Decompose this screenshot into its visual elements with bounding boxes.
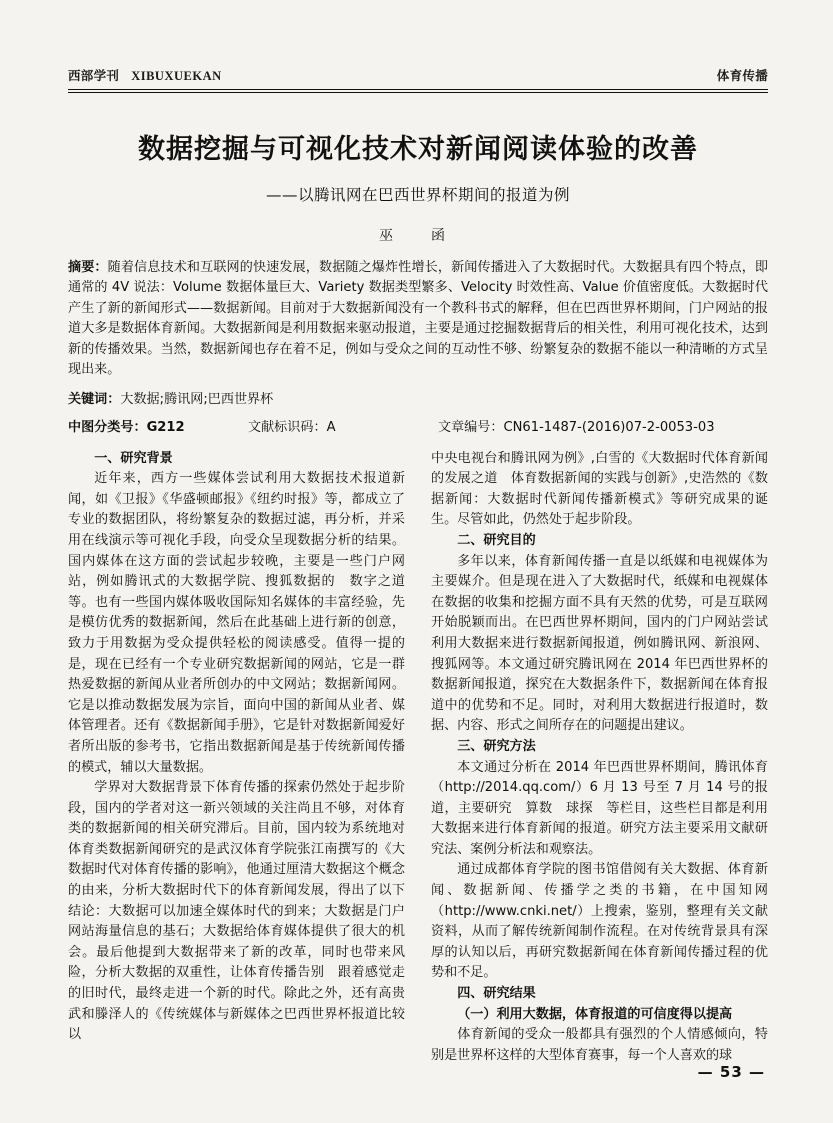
- clc-label: 中图分类号：: [68, 419, 147, 435]
- journal-name-pinyin: XIBUXUEKAN: [131, 69, 222, 83]
- column-right: [431, 449, 768, 1067]
- section-heading: 一、研究背景: [94, 450, 173, 466]
- article-id-value: CN61-1487-(2016)07-2-0053-03: [503, 419, 715, 435]
- body-paragraph: 体育新闻的受众一般都具有强烈的个人情感倾向，特别是世界杯这样的大型体育赛事，每一个人喜欢的球: [431, 1027, 768, 1063]
- abstract-text: 随着信息技术和互联网的快速发展，数据随之爆炸性增长，新闻传播进入了大数据时代。大数据具有四个特点，即通常的 4V 说法：Volume 数据体量巨大、Variety 数据类型繁多、Velocity 时效性高、Value 价值密度低。大数据时代产生了新的新闻形式——数据新闻。目前对于大数据新闻没有一个教科书式的解释，但在巴西世界杯期间，门户网站的报道大多是数据体育新闻。大数据新闻是利用数据来驱动报道，主要是通过挖掘数据背后的相关性，利用可视化技术，达到新的传播效果。当然，数据新闻也存在着不足，例如与受众之间的互动性不够、纷繁复杂的数据不能以一种清晰的方式呈现出来。: [68, 259, 769, 378]
- page-number: — 53 —: [697, 1063, 765, 1081]
- body-paragraph: 学界对大数据背景下体育传播的探索仍然处于起步阶段，国内的学者对这一新兴领域的关注尚且不够，对体育类的数据新闻的相关研究滞后。目前，国内较为系统地对体育类数据新闻研究的是武汉体育学院张江南撰写的《大数据时代对体育传播的影响》，他通过厘清大数据这个概念的由来，分析大数据时代下的体育新闻发展，得出了以下结论：大数据可以加速全媒体时代的到来；大数据是门户网站海量信息的基石；大数据给体育媒体提供了很大的机会。最后他提到大数据带来了新的改革，同时也带来风险，分析大数据的双重性，让体育传播告别 跟着感觉走 的旧时代，最终走进一个新的时代。除此之外，还有高贵武和滕泽人的《传统媒体与新媒体之巴西世界杯报道比较 以: [68, 780, 432, 1043]
- clc-field: [68, 416, 248, 435]
- doc-type-label: 文献标识码：: [248, 419, 327, 435]
- keywords: [68, 390, 768, 410]
- abstract-label: 摘要：: [68, 259, 108, 275]
- page-title: 数据挖掘与可视化技术对新闻阅读体验的改善: [138, 133, 698, 165]
- clc-value: G212: [146, 419, 185, 435]
- page-content: [68, 66, 768, 1066]
- body-paragraph: 本文通过分析在 2014 年巴西世界杯期间，腾讯体育（http://2014.qq.com/）6 月 13 号至 7 月 14 号的报道，主要研究 算数 球探 等栏目，这些栏目都是利用大数据来进行体育新闻的报道。研究方法主要采用文献研究法、案例分析法和观察法。: [431, 759, 768, 857]
- body-paragraph: 近年来，西方一些媒体尝试利用大数据技术报道新闻，如《卫报》《华盛顿邮报》《纽约时报》等，都成立了专业的数据团队，将纷繁复杂的数据过滤，再分析，并采用在线演示等可视化手段，向受众呈现数据分析的结果。国内媒体在这方面的尝试起步较晚，主要是一些门户网站，例如腾讯式的大数据学院、搜狐数据的 数字之道 等。也有一些国内媒体吸收国际知名媒体的丰富经验，先是模仿优秀的数据新闻，然后在此基础上进行新的创意，致力于用数据为受众提供轻松的阅读感受。值得一提的是，现在已经有一个专业研究数据新闻的网站，它是一群热爱数据的新闻从业者所创办的中文网站；数据新闻网。它是以推动数据发展为宗旨，面向中国的新闻从业者、媒体管理者。还有《数据新闻手册》，它是针对数据新闻爱好者所出版的参考书，它指出数据新闻是基于传统新闻传播的模式，辅以大量数据。: [68, 471, 419, 775]
- keywords-label: 关键词：: [68, 391, 121, 407]
- doc-type-field: [248, 416, 438, 435]
- keywords-text: 大数据;腾讯网;巴西世界杯: [120, 391, 274, 407]
- page-subtitle: ——以腾讯网在巴西世界杯期间的报道为例: [265, 185, 570, 204]
- abstract: [68, 258, 768, 381]
- section-name: 体育传播: [716, 68, 768, 83]
- body-paragraph: 中央电视台和腾讯网为例》,白雪的《大数据时代体育新闻的发展之道 体育数据新闻的实践与创新》,史浩然的《数据新闻：大数据时代新闻传播新模式》等研究成果的诞生。尽管如此，仍然处于起步阶段。: [431, 450, 768, 528]
- header-rule: [68, 89, 768, 90]
- author-name: 巫 函: [379, 227, 457, 244]
- doc-type-value: A: [326, 419, 336, 435]
- article-id-field: [438, 416, 768, 435]
- body-columns: [68, 449, 768, 1067]
- classification-line: [68, 416, 768, 435]
- section-heading: 四、研究结果: [457, 986, 536, 1002]
- running-head: [68, 66, 768, 89]
- body-paragraph: 通过成都体育学院的图书馆借阅有关大数据、体育新闻、数据新闻、传播学之类的书籍，在中国知网（http://www.cnki.net/）上搜索，鉴别，整理有关文献资料，从而了解传统新闻制作流程。在对传统背景具有深厚的认知以后，再研究数据新闻在体育新闻传播过程的优势和不足。: [431, 862, 768, 981]
- section-heading: 二、研究目的: [457, 532, 536, 548]
- running-head-left: [68, 66, 222, 84]
- subsection-heading: （一）利用大数据，体育报道的可信度得以提高: [457, 1006, 733, 1022]
- article-id-label: 文章编号：: [438, 419, 504, 435]
- journal-name-cn: 西部学刊: [68, 68, 120, 83]
- body-paragraph: 多年以来，体育新闻传播一直是以纸媒和电视媒体为主要媒介。但是现在进入了大数据时代，纸媒和电视媒体在数据的收集和挖掘方面不具有天然的优势，可是互联网开始脱颖而出。在巴西世界杯期间，国内的门户网站尝试利用大数据来进行数据新闻报道，例如腾讯网、新浪网、搜狐网等。本文通过研究腾讯网在 2014 年巴西世界杯的数据新闻报道，探究在大数据条件下，数据新闻在体育报道中的优势和不足。同时，对利用大数据进行报道时，数据、内容、形式之间所存在的问题提出建议。: [431, 553, 768, 734]
- header-rule-thin: [68, 92, 768, 93]
- section-heading: 三、研究方法: [457, 738, 536, 754]
- column-left: [68, 449, 432, 1067]
